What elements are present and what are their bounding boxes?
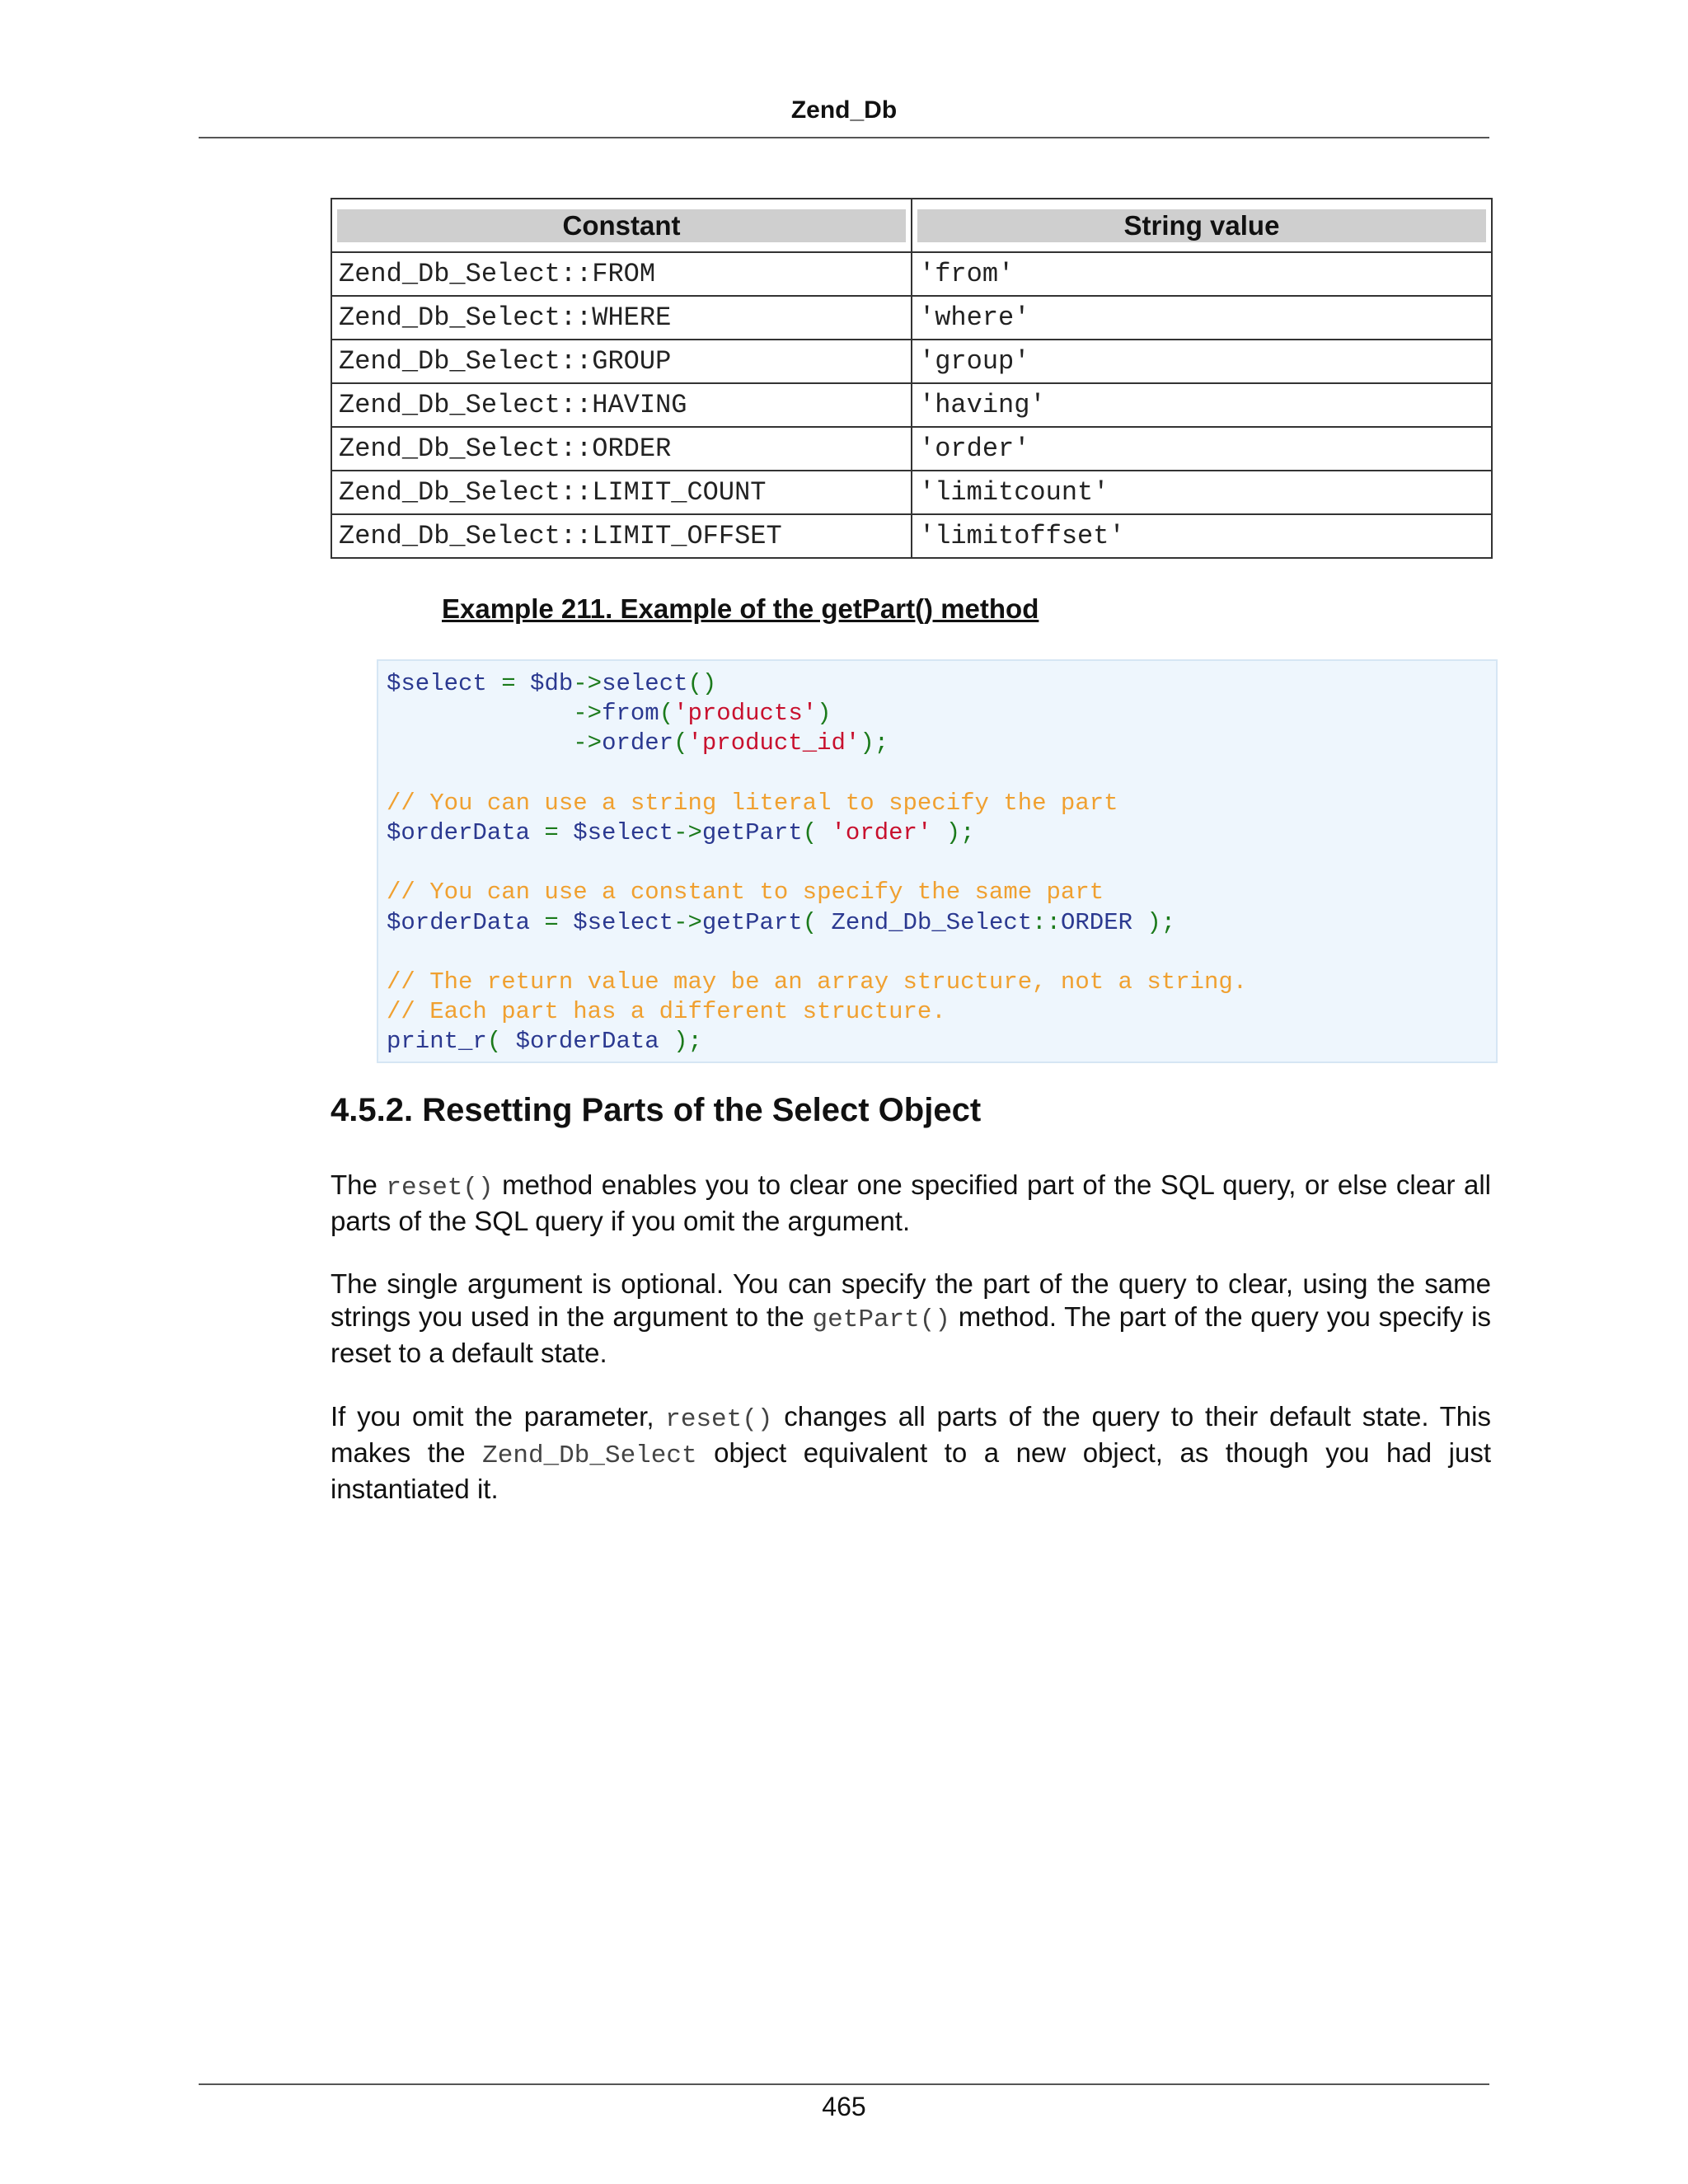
constant-cell: Zend_Db_Select::FROM	[331, 252, 912, 296]
string-value-cell: 'from'	[912, 252, 1492, 296]
footer-rule	[199, 2083, 1489, 2085]
code-token: $select	[573, 908, 674, 936]
code-token: );	[1132, 908, 1176, 936]
column-header	[912, 199, 1492, 252]
paragraph	[331, 1169, 1491, 1238]
code-token: order	[602, 729, 674, 757]
code-token: =	[486, 670, 531, 697]
table-row	[331, 340, 1492, 383]
code-token: $orderData	[515, 1028, 659, 1056]
code-token: ::	[1032, 908, 1061, 936]
paragraph-text: If you omit the parameter,	[331, 1401, 666, 1432]
code-token: 'products'	[673, 700, 818, 728]
section-heading: 4.5.2. Resetting Parts of the Select Object	[331, 1092, 982, 1128]
constant-cell: Zend_Db_Select::WHERE	[331, 296, 912, 340]
inline-code: reset()	[386, 1174, 494, 1202]
code-listing	[387, 669, 1247, 1057]
code-token: ->	[673, 819, 702, 847]
code-token: ->	[573, 700, 603, 728]
code-token: );	[659, 1028, 702, 1056]
constants-table	[331, 198, 1493, 559]
code-comment: // Each part has a different structure.	[387, 998, 946, 1026]
string-value-cell: 'order'	[912, 427, 1492, 471]
code-token: =	[530, 819, 574, 847]
string-value-cell: 'group'	[912, 340, 1492, 383]
table-header-row	[331, 199, 1492, 252]
constant-cell: Zend_Db_Select::HAVING	[331, 383, 912, 427]
code-token: getPart	[701, 908, 803, 936]
column-header-label: Constant	[337, 209, 906, 242]
code-token: select	[602, 670, 688, 697]
code-token: (	[673, 729, 688, 757]
code-token: )	[817, 700, 832, 728]
code-token: ORDER	[1060, 908, 1132, 936]
code-token: $select	[573, 819, 674, 847]
code-token: ->	[573, 670, 603, 697]
code-token: );	[931, 819, 975, 847]
constant-cell: Zend_Db_Select::GROUP	[331, 340, 912, 383]
table-row	[331, 296, 1492, 340]
code-token: =	[530, 908, 574, 936]
paragraph-text: The single argument is optional. You can specify the part of the query to clear, using the same strings you used in the argument to the	[331, 1268, 1491, 1332]
code-token: print_r	[387, 1028, 487, 1056]
page-number: 465	[822, 2092, 866, 2121]
code-token: ()	[687, 670, 717, 697]
paragraph-text: changes all parts of the query to their default state. This makes the	[331, 1401, 1491, 1468]
code-token: getPart	[701, 819, 803, 847]
table-row	[331, 471, 1492, 514]
code-token: $select	[387, 670, 487, 697]
inline-code: Zend_Db_Select	[482, 1441, 697, 1470]
code-token: (	[659, 700, 674, 728]
header-rule	[199, 137, 1489, 138]
string-value-cell: 'having'	[912, 383, 1492, 427]
code-token: );	[860, 729, 889, 757]
string-value-cell: 'where'	[912, 296, 1492, 340]
constant-cell: Zend_Db_Select::LIMIT_COUNT	[331, 471, 912, 514]
code-comment: // You can use a constant to specify the same part	[387, 879, 1104, 907]
string-value-cell: 'limitcount'	[912, 471, 1492, 514]
code-token: ->	[573, 729, 603, 757]
constant-cell: Zend_Db_Select::ORDER	[331, 427, 912, 471]
code-token: $orderData	[387, 908, 531, 936]
code-example	[377, 659, 1498, 1063]
string-value-cell: 'limitoffset'	[912, 514, 1492, 558]
code-token: (	[802, 908, 832, 936]
code-token: Zend_Db_Select	[831, 908, 1033, 936]
paragraph-text: method. The part of the query you specify is reset to a default state.	[331, 1301, 1491, 1368]
code-token: from	[602, 700, 659, 728]
constant-cell: Zend_Db_Select::LIMIT_OFFSET	[331, 514, 912, 558]
inline-code: getPart()	[812, 1305, 950, 1334]
code-token: 'product_id'	[687, 729, 860, 757]
paragraph-text: method enables you to clear one specified part of the SQL query, or else clear all parts of the SQL query if you omit the argument.	[331, 1169, 1491, 1236]
table-row	[331, 252, 1492, 296]
paragraph-text: object equivalent to a new object, as though you had just instantiated it.	[331, 1437, 1491, 1504]
inline-code: reset()	[665, 1405, 773, 1434]
example-title: Example 211. Example of the getPart() method	[442, 593, 1039, 624]
code-token: (	[802, 819, 832, 847]
column-header	[331, 199, 912, 252]
column-header-label: String value	[917, 209, 1486, 242]
code-token: $orderData	[387, 819, 531, 847]
code-token: $db	[530, 670, 574, 697]
code-token: 'order'	[831, 819, 932, 847]
table-row	[331, 383, 1492, 427]
code-token: (	[486, 1028, 516, 1056]
code-comment: // You can use a string literal to specify the part	[387, 789, 1118, 817]
table-row	[331, 514, 1492, 558]
table-row	[331, 427, 1492, 471]
code-comment: // The return value may be an array structure, not a string.	[387, 968, 1248, 996]
paragraph-text: The	[331, 1169, 387, 1200]
paragraph	[331, 1400, 1491, 1506]
running-header: Zend_Db	[790, 96, 898, 124]
paragraph	[331, 1268, 1491, 1370]
code-token: ->	[673, 908, 702, 936]
